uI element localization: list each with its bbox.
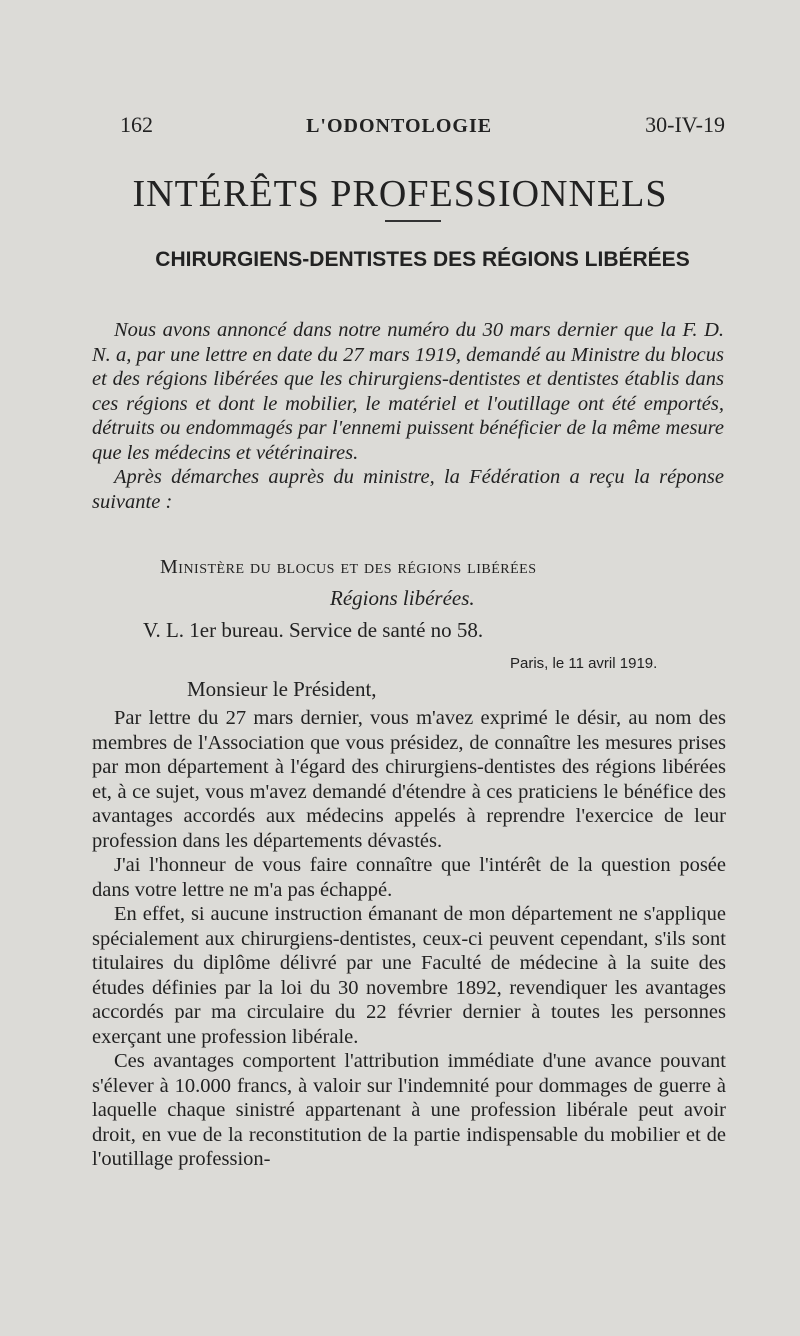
intro-text (92, 318, 724, 514)
intro-paragraph: Après démarches auprès du ministre, la Fédération a reçu la réponse suivante : (92, 466, 724, 513)
letter-department: Régions libérées. (330, 586, 475, 610)
journal-name: L'ODONTOLOGIE (306, 115, 493, 137)
letter-salutation: Monsieur le Président, (187, 677, 377, 701)
running-head (120, 112, 725, 138)
title-divider (385, 220, 441, 222)
letter-paragraph: Ces avantages comportent l'attribution immédiate d'une avance pouvant s'élever à 10.000 francs, à valoir sur l'indemnité pour dommages de guerre à laquelle chaque sinistré appartenant à une profession libérale peut avoir droit, en vue de la reconstitution de la partie indispensable du mobilier et de l'outillage profession- (92, 1050, 726, 1170)
page-number: 162 (120, 112, 153, 137)
letter-paragraph: J'ai l'honneur de vous faire connaître que l'intérêt de la question posée dans votre lettre ne m'a pas échappé. (92, 854, 726, 901)
letter-ministry: Ministère du blocus et des régions libérées (160, 556, 537, 578)
issue-date: 30-IV-19 (645, 112, 725, 137)
article-subtitle: CHIRURGIENS-DENTISTES DES RÉGIONS LIBÉRÉES (155, 248, 690, 271)
letter-paragraph: En effet, si aucune instruction émanant de mon département ne s'applique spécialement aux chirurgiens-dentistes, ceux-ci peuvent cependant, s'ils sont titulaires du diplôme délivré par une Faculté de médecine à la suite des études définies par la loi du 30 novembre 1892, revendiquer les avantages accordés par ma circulaire du 22 février dernier à toutes les personnes exerçant une profession libérale. (92, 903, 726, 1048)
letter-bureau: V. L. 1er bureau. Service de santé no 58. (143, 618, 484, 642)
article-title: INTÉRÊTS PROFESSIONNELS (132, 173, 668, 215)
intro-paragraph: Nous avons annoncé dans notre numéro du 30 mars dernier que la F. D. N. a, par une lettre en date du 27 mars 1919, demandé au Ministre du blocus et des régions libérées que les chirurgiens-dentistes et dentistes établis dans ces régions et dont le mobilier, le matériel et l'outillage ont été emportés, détruits ou endommagés par l'ennemi puissent bénéficier de la même mesure que les médecins et vétérinaires. (92, 319, 724, 464)
letter-paragraph: Par lettre du 27 mars dernier, vous m'avez exprimé le désir, au nom des membres de l'Association que vous présidez, de connaître les mesures prises par mon département à l'égard des chirurgiens-dentistes des régions libérées et, à ce sujet, vous m'avez demandé d'étendre à ces praticiens le bénéfice des avantages accordés aux médecins appelés à reprendre l'exercice de leur profession dans les départements dévastés. (92, 707, 726, 852)
letter-date: Paris, le 11 avril 1919. (510, 655, 658, 672)
letter-body (92, 706, 726, 1172)
